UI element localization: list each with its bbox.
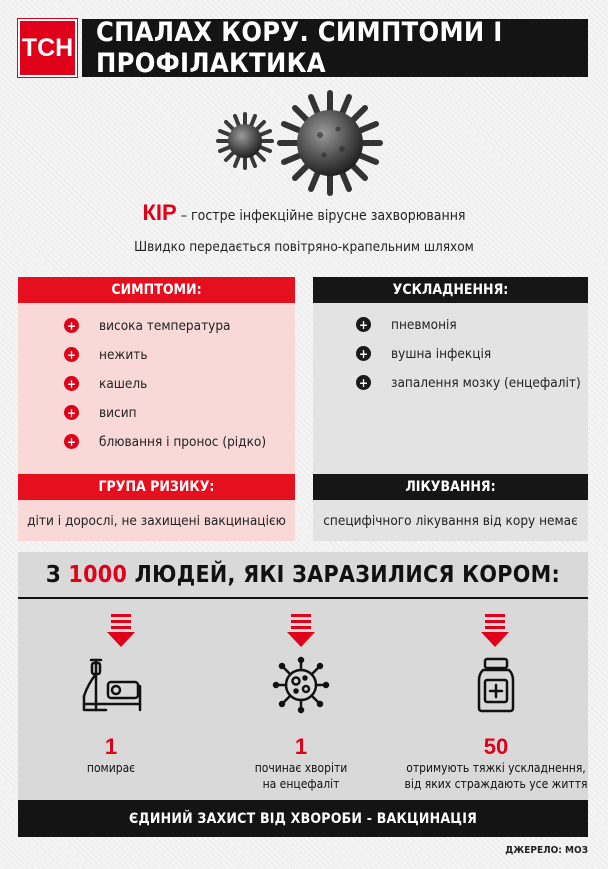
tsn-logo: ТСН <box>18 19 77 77</box>
stats-title <box>18 552 588 598</box>
symptom-label: блювання і пронос (рідко) <box>99 433 267 450</box>
treatment-panel <box>313 474 588 541</box>
stat-caption-line: починає хворіти <box>254 761 348 775</box>
large-virus-icon <box>280 93 380 193</box>
stat-caption-line: на енцефаліт <box>262 777 340 791</box>
list-item <box>64 311 295 340</box>
plus-icon: + <box>64 347 79 362</box>
complications-title: УСКЛАДНЕННЯ: <box>313 277 588 303</box>
symptom-label: нежить <box>99 346 148 363</box>
symptoms-panel <box>18 277 295 482</box>
list-item <box>356 339 588 368</box>
disease-definition <box>0 200 608 226</box>
plus-icon: + <box>64 318 79 333</box>
plus-icon: + <box>356 346 371 361</box>
disease-name: КІР <box>142 200 177 225</box>
risk-group-text: діти і дорослі, не захищені вакцинацією <box>18 500 295 541</box>
virus-illustration <box>205 88 395 203</box>
symptoms-list <box>18 303 295 482</box>
virus-icon <box>272 656 330 714</box>
list-item <box>64 340 295 369</box>
disease-description: – гостре інфекційне вірусне захворювання <box>176 208 466 224</box>
plus-icon: + <box>356 375 371 390</box>
list-item <box>64 398 295 427</box>
stat-caption-line: отримують тяжкі ускладнення, <box>406 761 586 775</box>
complications-list <box>313 303 588 482</box>
list-item <box>64 369 295 398</box>
stat-caption <box>41 760 181 776</box>
plus-icon: + <box>64 405 79 420</box>
down-arrow-icon <box>287 614 315 648</box>
complication-label: пневмонія <box>391 316 457 333</box>
list-item <box>64 427 295 456</box>
complication-label: вушна інфекція <box>391 345 492 362</box>
small-virus-icon <box>218 114 272 168</box>
plus-icon: + <box>64 376 79 391</box>
treatment-text: специфічного лікування від кору немає <box>313 500 588 541</box>
list-item <box>356 310 588 339</box>
symptoms-title: СИМПТОМИ: <box>18 277 295 303</box>
medicine-bottle-icon <box>476 656 516 714</box>
complications-panel <box>313 277 588 482</box>
risk-group-panel <box>18 474 295 541</box>
complication-label: запалення мозку (енцефаліт) <box>391 374 581 391</box>
vaccination-slogan: ЄДИНИЙ ЗАХИСТ ВІД ХВОРОБИ - ВАКЦИНАЦІЯ <box>18 800 588 837</box>
stat-caption <box>396 760 596 792</box>
plus-icon: + <box>64 434 79 449</box>
stat-number: 1 <box>294 734 308 759</box>
stat-number: 1 <box>104 734 118 759</box>
stat-caption-line: помирає <box>86 761 136 775</box>
down-arrow-icon <box>107 614 135 648</box>
divider <box>18 597 588 599</box>
stat-caption-line: від яких страждають усе життя <box>404 777 588 791</box>
hospital-bed-icon <box>78 656 144 712</box>
symptom-label: висип <box>99 404 137 421</box>
list-item <box>356 368 588 397</box>
symptom-label: висока температура <box>99 317 231 334</box>
symptom-label: кашель <box>99 375 148 392</box>
transmission-text: Швидко передається повітряно-крапельним шляхом <box>134 239 474 255</box>
stats-title-number: 1000 <box>68 562 128 588</box>
stats-title-suffix: ЛЮДЕЙ, ЯКІ ЗАРАЗИЛИСЯ КОРОМ: <box>127 562 561 588</box>
stat-caption <box>221 760 381 792</box>
treatment-title: ЛІКУВАННЯ: <box>313 474 588 500</box>
stat-number: 50 <box>483 734 509 759</box>
plus-icon: + <box>356 317 371 332</box>
source-label: ДЖЕРЕЛО: МОЗ <box>505 845 588 856</box>
page-title: СПАЛАХ КОРУ. СИМПТОМИ І ПРОФІЛАКТИКА <box>82 19 588 77</box>
down-arrow-icon <box>481 614 509 648</box>
risk-group-title: ГРУПА РИЗИКУ: <box>18 474 295 500</box>
stats-title-prefix: З <box>45 562 69 588</box>
